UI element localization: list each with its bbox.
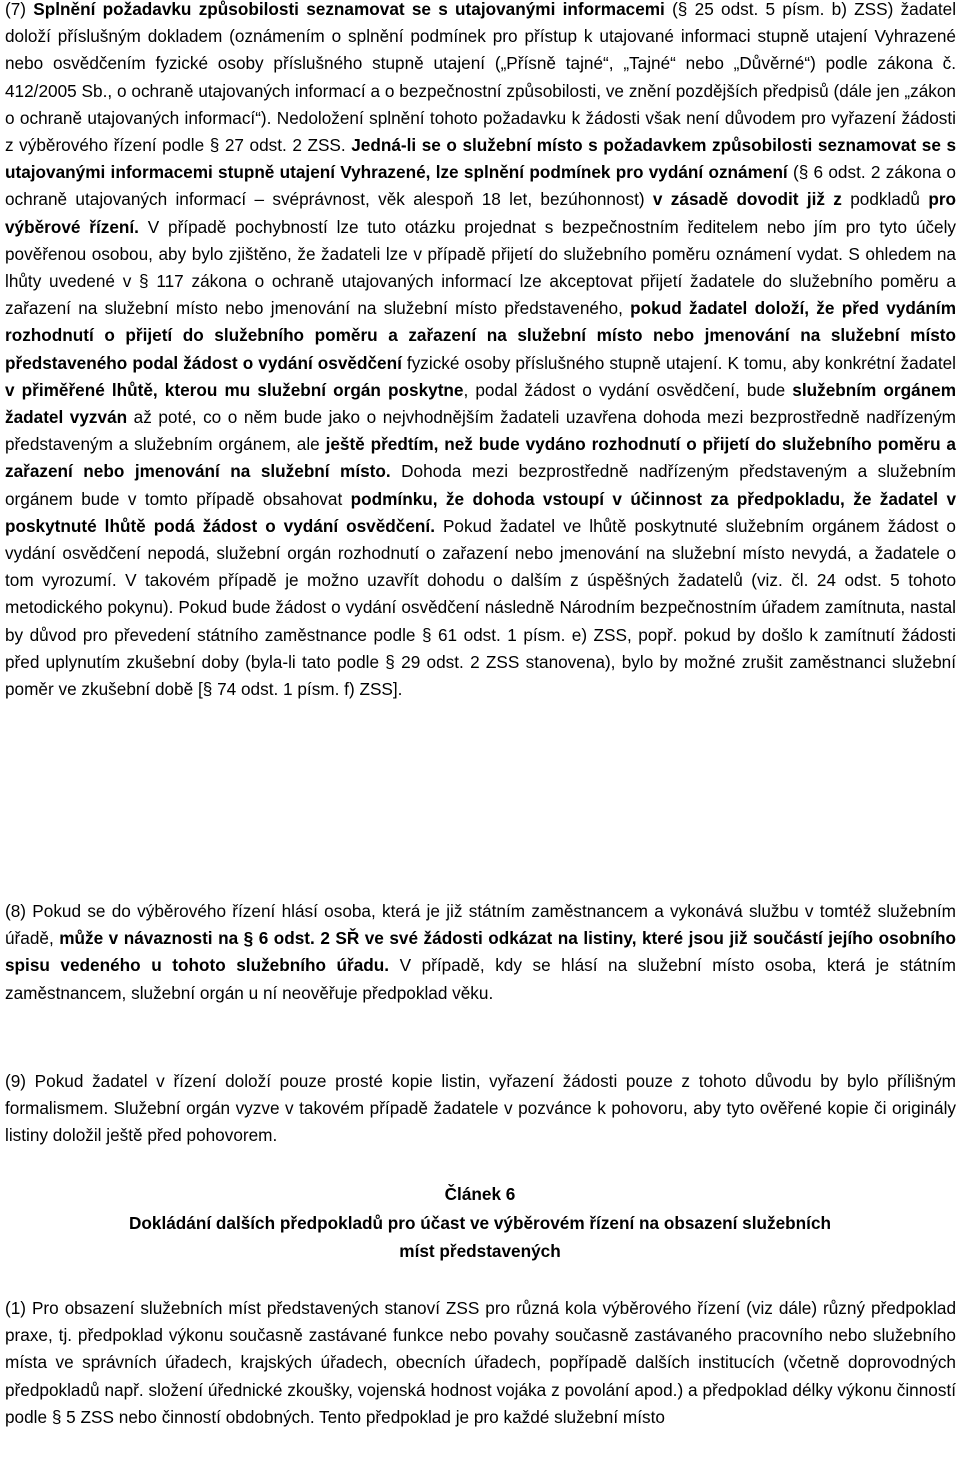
bold-text-run: podmínku, že dohoda vstoupí v účinnost za předpokladu, že žadatel v poskytnuté lhůtě podá žádost o vydání osvědčení.	[5, 488, 957, 536]
text-run: (7)	[5, 0, 34, 19]
bold-text-run: může v návaznosti na § 6 odst. 2 SŘ ve své žádosti odkázat na listiny, které jsou již součástí jejího osobního spisu vedeného u tohoto služebního úřadu.	[5, 928, 956, 976]
text-run: , podal žádost o vydání osvědčení, bude	[463, 379, 793, 400]
article-subtitle-line-2: míst představených	[399, 1241, 561, 1261]
bold-text-run: Splnění požadavku způsobilosti seznamovat se s utajovanými informacemi	[33, 0, 665, 19]
text-run: V případě, kdy se hlásí na služební místo osoba, která je státním zaměstnancem, služební orgán u ní neověřuje předpoklad věku.	[5, 955, 956, 1003]
text-run: fyzické osoby příslušného stupně utajení. K tomu, aby konkrétní žadatel	[401, 352, 956, 373]
bold-text-run: služebním orgánem žadatel vyzván	[5, 379, 956, 428]
article-paragraph-1	[5, 1295, 956, 1431]
paragraph-7	[5, 0, 956, 703]
text-run: (8) Pokud se do výběrového řízení hlásí osoba, která je již státním zaměstnancem a vykonává službu v tomtéž služebním úřadě,	[5, 901, 956, 949]
bold-text-run: v přiměřené lhůtě, kterou mu služební orgán poskytne	[5, 379, 464, 400]
text-run: (§ 25 odst. 5 písm. b) ZSS) žadatel doloží příslušným dokladem (oznámením o splnění podmínek pro přístup k utajované informaci stupně utajení Vyhrazené nebo osvědčením fyzické osoby příslušného stupně utajení („Přísně tajné“, „Tajné“ nebo „Důvěrné“) podle zákona č. 412/2005 Sb., o ochraně utajovaných informací a o bezpečnostní způsobilosti, ve znění pozdějších předpisů (dále jen „zákon o ochraně utajovaných informací“). Nedoložení splnění tohoto požadavku k žádosti však není důvodem pro vyřazení žádosti z výběrového řízení podle § 27 odst. 2 ZSS.	[5, 0, 957, 156]
text-run: až poté, co o něm bude jako o nejvhodnějším žadateli uzavřena dohoda mezi bezprostředně nadřízeným představeným a služebním orgánem, ale	[5, 407, 956, 455]
article-subtitle-line-1: Dokládání dalších předpokladů pro účast ve výběrovém řízení na obsazení služebních	[128, 1213, 832, 1233]
text-run: V případě pochybností lze tuto otázku projednat s bezpečnostním ředitelem nebo jím pro tyto účely pověřenou osobou, aby bylo zjištěno, že žadateli lze v případě přijetí do služebního poměru oznámení vydat. S ohledem na lhůty uvedené v § 117 zákona o ochraně utajovaných informací lze akceptovat přijetí žadatele do služebního poměru a zařazení na služební místo nebo jmenování na služební místo představeného,	[5, 216, 956, 319]
bold-text-run: pro výběrové řízení.	[5, 189, 957, 237]
text-run: podkladů	[841, 189, 929, 210]
text-run: Dohoda mezi bezprostředně nadřízeným představeným a služebním orgánem bude v tomto případě obsahovat	[5, 461, 956, 509]
bold-text-run: ještě předtím, než bude vydáno rozhodnutí o přijetí do služebního poměru a zařazení nebo jmenování na služební místo.	[5, 434, 956, 482]
text-run: (1) Pro obsazení služebních míst představených stanoví ZSS pro různá kola výběrového řízení (viz dále) různý předpoklad praxe, tj. předpoklad výkonu současně zastávané funkce nebo povahy současně zastávaného pracovního nebo služebního místa ve správních úřadech, krajských úřadech, obecních úřadech, popřípadě dalších institucích (včetně doprovodných předpokladů např. složení úřednické zkoušky, vojenská hodnost vojáka z povolání apod.) a předpoklad délky výkonu činností podle § 5 ZSS nebo činností obdobných. Tento předpoklad je pro každé služební místo	[5, 1298, 956, 1427]
article-title: Článek 6	[444, 1184, 516, 1204]
bold-text-run: pokud žadatel doloží, že před vydáním rozhodnutí o přijetí do služebního poměru a zařazení na služební místo nebo jmenování na služební místo představeného podal žádost o vydání osvědčení	[5, 298, 956, 373]
paragraph-9	[5, 1068, 956, 1150]
bold-text-run: v zásadě dovodit již z	[652, 189, 842, 210]
text-run: (9) Pokud žadatel v řízení doloží pouze prosté kopie listin, vyřazení žádosti pouze z tohoto důvodu by bylo přílišným formalismem. Služební orgán vyzve v takovém případě žadatele v pozvánce k pohovoru, aby tyto ověřené kopie či originály listiny doložil ještě před pohovorem.	[5, 1071, 956, 1146]
text-run: (§ 6 odst. 2 zákona o ochraně utajovaných informací – svéprávnost, věk alespoň 18 let, bezúhonnost)	[5, 162, 956, 210]
bold-text-run: Jedná-li se o služební místo s požadavkem způsobilosti seznamovat se s utajovanými informacemi stupně utajení Vyhrazené, lze splnění podmínek pro vydání oznámení	[5, 135, 957, 183]
paragraph-8	[5, 898, 956, 1007]
text-run: Pokud žadatel ve lhůtě poskytnuté služebním orgánem žádost o vydání osvědčení nepodá, služební orgán rozhodnutí o zařazení nebo jmenování na služební místo nevydá, a žadatele o tom vyrozumí. V takovém případě je možno uzavřít dohodu o dalším z úspěšných žadatelů (viz. čl. 24 odst. 5 tohoto metodického pokynu). Pokud bude žádost o vydání osvědčení následně Národním bezpečnostním úřadem zamítnuta, nastal by důvod pro převedení státního zaměstnance podle § 61 odst. 1 písm. e) ZSS, popř. pokud by došlo k zamítnutí žádosti před uplynutím zkušební doby (byla-li tato podle § 29 odst. 2 ZSS stanovena), bylo by možné zrušit zaměstnanci služební poměr ve zkušební době [§ 74 odst. 1 písm. f) ZSS].	[5, 515, 956, 700]
